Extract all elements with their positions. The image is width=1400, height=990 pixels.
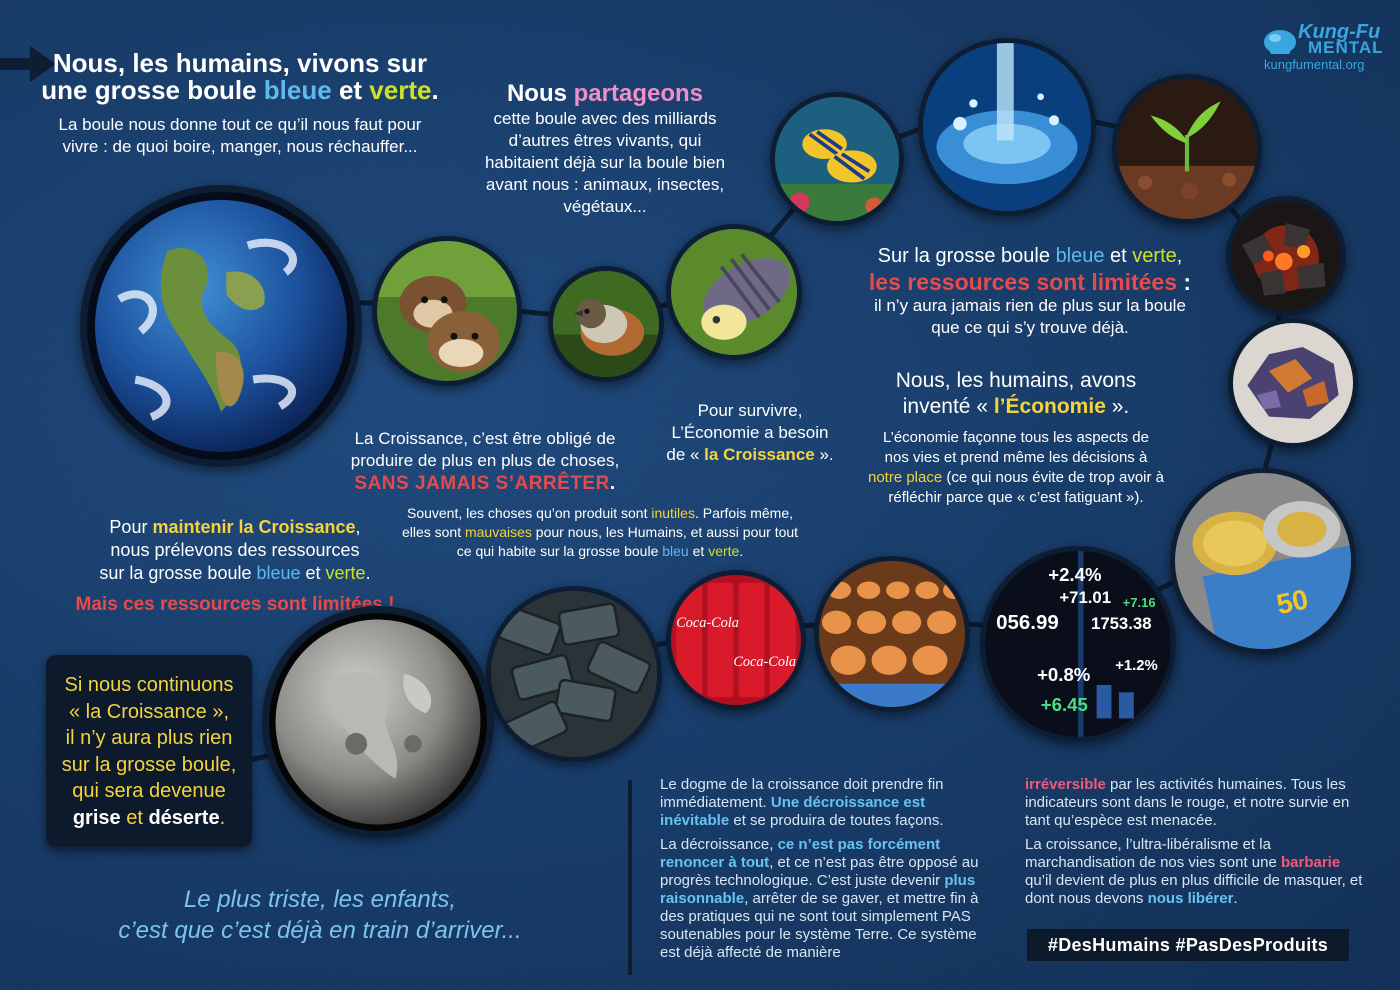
stock-value-7: +6.45 [1040, 693, 1088, 715]
limited-line-1: Sur la grosse boule bleue et verte, [877, 245, 1183, 267]
cans-icon [666, 570, 806, 710]
share-line-4: avant nous : animaux, insectes, [485, 175, 725, 194]
col1-paragraph-2: La décroissance, ce n’est pas forcément renoncer à tout, et ce n’est pas être opposé au progrès technologique. C’est juste devenir plus raisonnable, arrêter de se gaver, et mettre fin à des pratiques qui ne sont tout simplement PAS soutenables pour le système Terre. Ce système est déjà affecté de manière [660, 836, 979, 961]
maintain-line-2: nous prélevons des ressources [110, 540, 360, 560]
limited-line-4: que ce qui s’y trouve déjà. [931, 318, 1129, 337]
can-label-1: Coca-Cola [676, 615, 739, 631]
useless-line-2: elles sont mauvaises pour nous, les Humains, et aussi pour tout [401, 524, 799, 540]
intro-title-2: une grosse boule bleue et verte. [41, 75, 439, 105]
growth-line-3: SANS JAMAIS S’ARRÊTER. [354, 473, 616, 494]
stock-value-8: +7.16 [1122, 594, 1156, 610]
woodlouse-icon [666, 224, 802, 360]
col1-paragraph-1: Le dogme de la croissance doit prendre fin immédiatement. Une décroissance est inévitable et se produira de toutes façons. [660, 776, 944, 829]
growth-line-2: produire de plus en plus de choses, [350, 451, 620, 470]
hashtag-banner: #DesHumains #PasDesProduits [1027, 929, 1349, 961]
economy-block [856, 368, 1176, 508]
stock-value-1: +2.4% [1048, 563, 1102, 585]
useless-line-3: ce qui habite sur la grosse boule bleu et verte. [456, 543, 744, 559]
limited-line-3: il n’y aura jamais rien de plus sur la boule [874, 296, 1186, 315]
stock-value-2: +71.01 [1059, 588, 1112, 608]
limited-line-2: les ressources sont limitées : [868, 269, 1192, 295]
share-line-2: d’autres êtres vivants, qui [508, 131, 702, 150]
share-line-1: cette boule avec des milliards [493, 109, 717, 128]
share-block [460, 80, 750, 218]
maintain-line-3: sur la grosse boule bleue et verte. [99, 563, 371, 583]
brand-name-1: Kung-Fu [1298, 21, 1381, 43]
maintain-alert: Mais ces ressources sont limitées ! [75, 594, 395, 615]
brand-logo [1262, 22, 1382, 74]
can-label-2: Coca-Cola [733, 654, 797, 670]
maintain-block [40, 516, 430, 617]
water-icon [918, 38, 1096, 216]
col2-paragraph-2: La croissance, l’ultra-libéralisme et la marchandisation de nos vies sont une barbarie qu’il devient de plus en plus difficile de masquer, et dont nous devons nous libérer. [1025, 836, 1363, 907]
brand-name-2: MENTAL [1308, 38, 1384, 57]
fish-icon [770, 92, 904, 226]
phones-icon [486, 586, 662, 762]
stock-value-3: 056.99 [996, 611, 1059, 635]
brand-url: kungfumental.org [1264, 57, 1365, 72]
stock-value-6: +1.2% [1115, 658, 1158, 675]
intro-block [40, 50, 440, 158]
eggs-icon [814, 556, 970, 712]
survive-line-1: Pour survivre, [697, 401, 803, 420]
coins-icon [1170, 468, 1356, 654]
intro-body-1: La boule nous donne tout ce qu’il nous faut pour [58, 115, 422, 134]
growth-block [330, 428, 640, 496]
economy-line-1: Nous, les humains, avons [895, 369, 1137, 392]
survive-line-2: L’Économie a besoin [671, 423, 829, 442]
column-right [1025, 776, 1365, 908]
stock-value-4: 1753.38 [1091, 614, 1152, 634]
brain-logo-icon [1262, 24, 1298, 58]
ore-icon [1228, 318, 1358, 448]
survive-block [650, 400, 850, 466]
column-left [660, 776, 994, 962]
useless-block [380, 504, 820, 561]
share-line-5: végétaux... [563, 197, 647, 216]
limited-block [840, 244, 1220, 339]
survive-line-3: de « la Croissance ». [666, 445, 834, 464]
stock-board-icon [980, 546, 1176, 742]
bird-icon [548, 266, 664, 382]
gray-earth-icon [262, 606, 494, 838]
embers-icon [1226, 196, 1346, 316]
intro-body-2: vivre : de quoi boire, manger, nous réchauffer... [62, 137, 418, 156]
warning-text: Si nous continuons « la Croissance », il n’y aura plus rien sur la grosse boule, qui sera devenue grise et déserte. [61, 674, 237, 829]
stock-value-5: +0.8% [1037, 664, 1091, 686]
intro-title-1: Nous, les humains, vivons sur [52, 48, 428, 78]
share-line-3: habitaient déjà sur la boule bien [484, 153, 726, 172]
sprout-icon [1112, 74, 1262, 224]
sad-text: Le plus triste, les enfants, c’est que c’est déjà en train d’arriver... [118, 886, 522, 944]
banknote-value: 50 [1273, 583, 1311, 621]
maintain-line-1: Pour maintenir la Croissance, [109, 517, 361, 537]
otters-icon [372, 236, 522, 386]
useless-line-1: Souvent, les choses qu’on produit sont inutiles. Parfois même, [406, 505, 793, 521]
earth-icon [80, 185, 362, 467]
share-title: Nous partageons [506, 80, 704, 107]
growth-line-1: La Croissance, c’est être obligé de [354, 429, 616, 448]
economy-line-2: inventé « l’Économie ». [902, 395, 1130, 418]
col2-paragraph-1: irréversible par les activités humaines. Tous les indicateurs sont dans le rouge, et notre survie en tant qu’espèce est menacée. [1025, 776, 1350, 829]
economy-body: L’économie façonne tous les aspects de nos vies et prend même les décisions à notre place (ce qui nous évite de trop avoir à réfléchir parce que « c’est fatiguant »). [867, 429, 1164, 506]
